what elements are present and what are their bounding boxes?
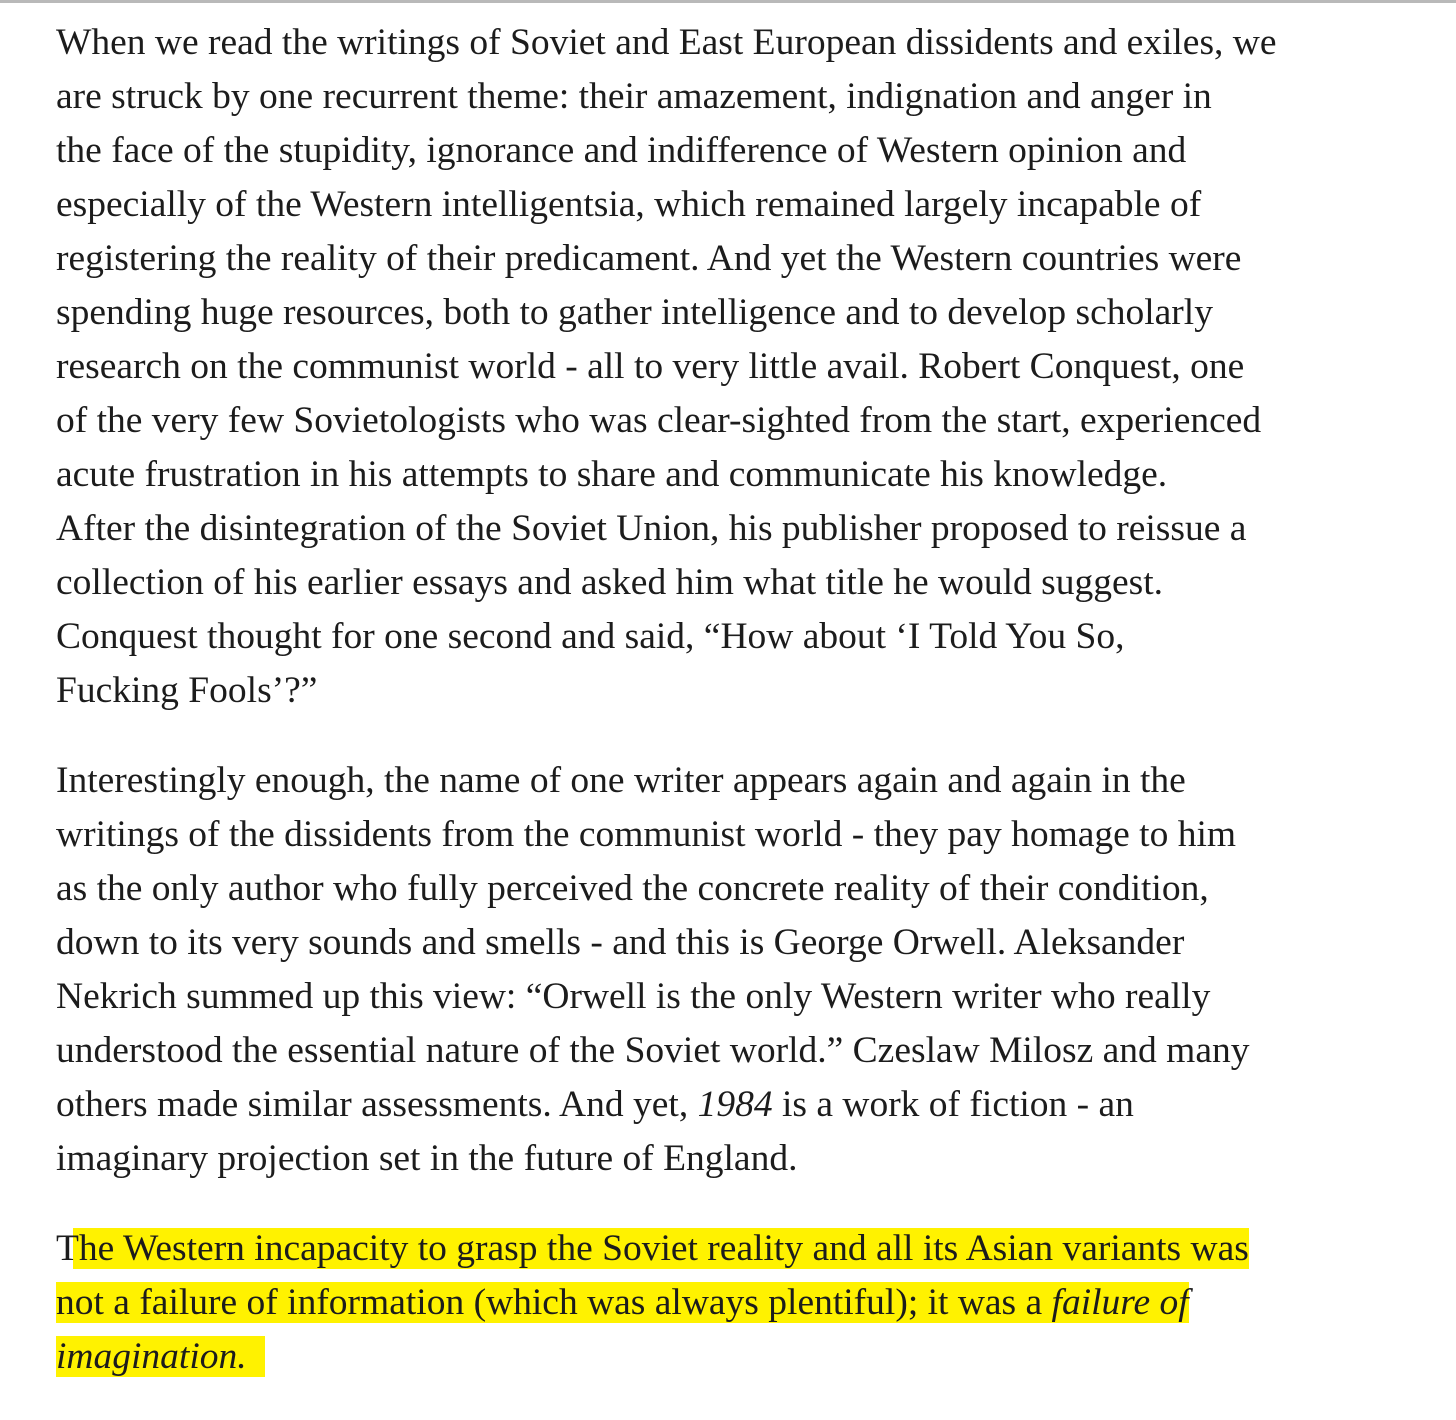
window-top-border — [0, 0, 1456, 3]
text-line: research on the communist world - all to very little avail. Robert Conquest, one — [56, 346, 1245, 387]
text-line: After the disintegration of the Soviet Union, his publisher proposed to reissue a — [56, 508, 1247, 549]
text-line: especially of the Western intelligentsia, which remained largely incapable of — [56, 184, 1202, 225]
text-line: writings of the dissidents from the communist world - they pay homage to him — [56, 814, 1237, 855]
highlighted-line — [56, 1222, 1396, 1276]
text-line: Interestingly enough, the name of one writer appears again and again in the — [56, 760, 1186, 801]
text-run: others made similar assessments. And yet, — [56, 1084, 698, 1125]
highlighted-italic-phrase: failure of — [1051, 1282, 1189, 1323]
text-line: down to its very sounds and smells - and this is George Orwell. Aleksander — [56, 922, 1185, 963]
article-body — [56, 16, 1396, 1420]
text-line — [56, 1078, 1396, 1132]
text-run: is a work of fiction - an — [772, 1084, 1134, 1125]
text-line: as the only author who fully perceived the concrete reality of their condition, — [56, 868, 1209, 909]
text-line: registering the reality of their predicament. And yet the Western countries were — [56, 238, 1242, 279]
paragraph-1 — [56, 16, 1396, 718]
text-line: are struck by one recurrent theme: their amazement, indignation and anger in — [56, 76, 1212, 117]
text-line: collection of his earlier essays and asked him what title he would suggest. — [56, 562, 1164, 603]
text-line: Conquest thought for one second and said, “How about ‘I Told You So, — [56, 616, 1125, 657]
highlighted-paragraph — [56, 1222, 1396, 1384]
text-line: of the very few Sovietologists who was clear-sighted from the start, experienced — [56, 400, 1262, 441]
text-line: imaginary projection set in the future of England. — [56, 1138, 798, 1179]
book-title-1984: 1984 — [697, 1084, 773, 1125]
text-line: When we read the writings of Soviet and East European dissidents and exiles, we — [56, 22, 1277, 63]
text-line: Nekrich summed up this view: “Orwell is the only Western writer who really — [56, 976, 1211, 1017]
highlight-trailing-space — [247, 1336, 266, 1377]
text-line: understood the essential nature of the Soviet world.” Czeslaw Milosz and many — [56, 1030, 1250, 1071]
highlighted-text: The Western incapacity to grasp the Soviet reality and all its Asian variants was — [56, 1228, 1249, 1269]
highlighted-line — [56, 1330, 1396, 1384]
text-line: acute frustration in his attempts to share and communicate his knowledge. — [56, 454, 1168, 495]
text-line: spending huge resources, both to gather intelligence and to develop scholarly — [56, 292, 1213, 333]
highlighted-line — [56, 1276, 1396, 1330]
highlighted-text: not a failure of information (which was always plentiful); it was a — [56, 1282, 1052, 1323]
text-line: Fucking Fools’?” — [56, 670, 318, 711]
text-line: the face of the stupidity, ignorance and indifference of Western opinion and — [56, 130, 1187, 171]
paragraph-2 — [56, 754, 1396, 1186]
highlighted-italic-phrase: imagination. — [56, 1336, 247, 1377]
